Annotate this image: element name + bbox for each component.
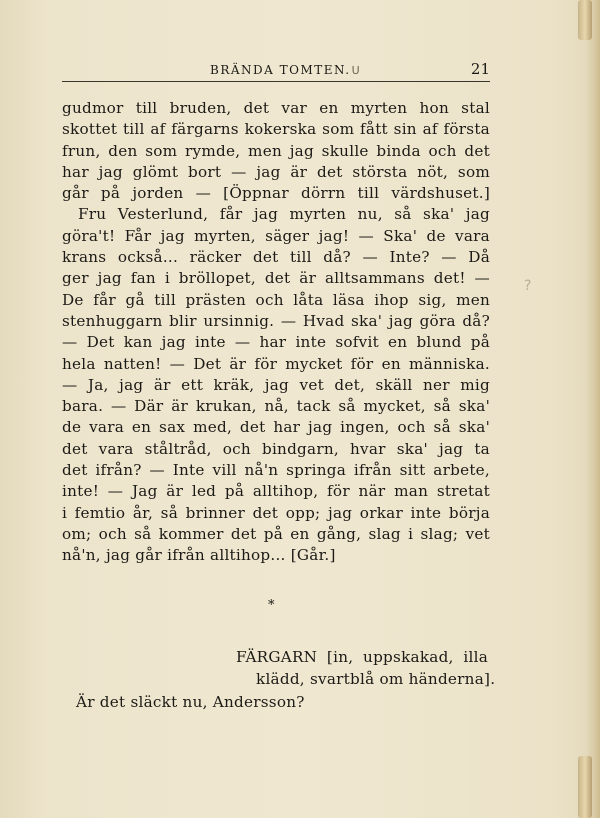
text-line: gudmor till bruden, det var en myrten hon stal bbox=[62, 99, 490, 117]
page-tab-top bbox=[578, 0, 592, 40]
margin-mark: ? bbox=[524, 278, 532, 294]
text-line: det vara ståltråd, och bindgarn, hvar ska' jag ta bbox=[62, 439, 490, 458]
text-line: det ifrån? — Inte vill nå'n springa ifrån sitt arbete, bbox=[62, 461, 490, 480]
pencil-mark: U bbox=[351, 64, 360, 77]
text-line: — Det kan jag inte — har inte sofvit en blund på bbox=[62, 333, 490, 352]
text-line: ger jag fan i bröllopet, det är alltsammans det! — bbox=[62, 269, 490, 288]
page-number: 21 bbox=[470, 60, 490, 78]
text-line: De får gå till prästen och låta läsa ihop sig, men bbox=[62, 290, 490, 309]
text-line: nå'n, jag går ifrån alltihop... [Går.] bbox=[62, 546, 336, 565]
page-tab-bottom bbox=[578, 756, 592, 818]
text-line: göra't! Får jag myrten, säger jag! — Ska' de vara bbox=[62, 226, 490, 245]
text-line: stenhuggarn blir ursinnig. — Hvad ska' jag göra då? bbox=[62, 311, 490, 330]
text-line: — Ja, jag är ett kräk, jag vet det, skäll ner mig bbox=[62, 375, 490, 394]
text-line: om; och så kommer det på en gång, slag i slag; vet bbox=[62, 524, 490, 543]
stage-direction-line: FÄRGARN [in, uppskakad, illa bbox=[236, 648, 488, 666]
stage-direction-line: klädd, svartblå om händerna]. bbox=[256, 670, 496, 688]
text-line: krans också... räcker det till då? — Inte? — Då bbox=[62, 248, 490, 267]
body-text bbox=[62, 98, 490, 567]
text-line: går på jorden — [Öppnar dörrn till värdshuset.] bbox=[62, 184, 490, 203]
text-line: de vara en sax med, det har jag ingen, och så ska' bbox=[62, 418, 490, 437]
stage-direction bbox=[236, 646, 496, 690]
text-line: frun, den som rymde, men jag skulle binda och det bbox=[62, 141, 490, 160]
text-line: bara. — Där är krukan, nå, tack så mycket, så ska' bbox=[62, 397, 490, 416]
text-line: har jag glömt bort — jag är det största nöt, som bbox=[62, 162, 490, 181]
text-line: Fru Vesterlund, får jag myrten nu, så ska' jag bbox=[78, 205, 490, 224]
speech-line: Är det släckt nu, Andersson? bbox=[76, 693, 305, 711]
text-line: skottet till af färgarns kokerska som fått sin af första bbox=[62, 120, 490, 139]
header-rule bbox=[62, 81, 490, 82]
text-line: hela natten! — Det är för mycket för en människa. bbox=[62, 354, 490, 373]
text-line: i femtio år, så brinner det opp; jag orkar inte börja bbox=[62, 503, 490, 522]
page-header bbox=[62, 60, 490, 80]
section-separator: * bbox=[268, 598, 275, 613]
running-title: BRÄNDA TOMTEN.U bbox=[210, 63, 360, 77]
text-line: inte! — Jag är led på alltihop, för när man stretat bbox=[62, 482, 490, 501]
page-edge-shadow bbox=[586, 0, 600, 818]
